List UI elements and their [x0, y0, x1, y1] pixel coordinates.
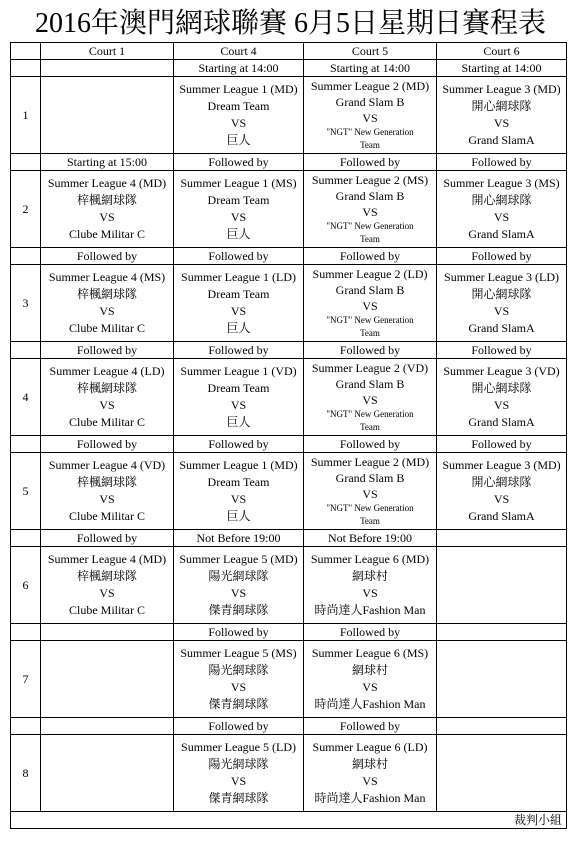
- match-info: [437, 735, 566, 811]
- match-info: [437, 453, 566, 529]
- team-name: Grand SlamA: [468, 509, 535, 523]
- match-cell: [174, 735, 304, 812]
- league-label: Summer League 3 (VD): [443, 364, 560, 378]
- versus-label: VS: [493, 116, 510, 130]
- match-cell: [304, 641, 437, 718]
- versus-label: VS: [362, 586, 378, 600]
- team-name: Dream Team: [207, 287, 270, 301]
- match-info: [304, 171, 436, 247]
- sequence-cell: Followed by: [437, 342, 567, 359]
- sequence-cell: Followed by: [174, 718, 304, 735]
- match-cell: [437, 77, 567, 154]
- league-label: Summer League 5 (LD): [181, 740, 296, 754]
- versus-label: VS: [362, 205, 378, 219]
- match-row: [11, 547, 567, 624]
- team-name: 梓楓網球隊: [76, 569, 137, 583]
- team-name: 時尚達人Fashion Man: [314, 603, 426, 617]
- sequence-cell: [437, 624, 567, 641]
- team-name: 巨人: [226, 133, 251, 147]
- match-info: [304, 359, 436, 435]
- match-info: [304, 641, 436, 717]
- match-number: 3: [11, 265, 41, 342]
- league-label: Summer League 6 (MS): [311, 646, 429, 660]
- match-info: [174, 453, 303, 529]
- team-name: 傑青網球隊: [208, 791, 269, 805]
- sequence-cell: Followed by: [304, 718, 437, 735]
- court-header: Court 5: [304, 43, 437, 60]
- match-cell: [437, 641, 567, 718]
- match-info: [437, 547, 566, 623]
- sequence-cell: Followed by: [41, 342, 174, 359]
- match-info: [304, 547, 436, 623]
- match-number: 1: [11, 77, 41, 154]
- corner-cell: [11, 43, 41, 60]
- team-name: Grand Slam B: [335, 283, 405, 297]
- league-label: Summer League 3 (MD): [442, 458, 561, 472]
- match-row: [11, 77, 567, 154]
- sequence-cell: [437, 530, 567, 547]
- sequence-row: [11, 248, 567, 265]
- sequence-cell: [41, 718, 174, 735]
- sequence-cell: [437, 718, 567, 735]
- match-info: [174, 735, 303, 811]
- match-info: [174, 265, 303, 341]
- league-label: Summer League 2 (MD): [310, 79, 430, 93]
- league-label: Summer League 2 (MS): [311, 173, 429, 187]
- match-info: [437, 265, 566, 341]
- league-label: Summer League 1 (MD): [179, 82, 298, 96]
- league-label: Summer League 6 (MD): [310, 552, 430, 566]
- versus-label: VS: [493, 398, 510, 412]
- team-name: 傑青網球隊: [208, 697, 269, 711]
- team-name: Dream Team: [207, 475, 270, 489]
- match-cell: [304, 77, 437, 154]
- match-row: [11, 359, 567, 436]
- match-info: [174, 77, 303, 153]
- match-info: [304, 453, 436, 529]
- match-cell: [41, 359, 174, 436]
- league-label: Summer League 3 (MD): [442, 82, 561, 96]
- team-name: Grand SlamA: [468, 133, 535, 147]
- team-name: 時尚達人Fashion Man: [314, 697, 426, 711]
- versus-label: VS: [99, 492, 115, 506]
- sequence-cell: Followed by: [437, 154, 567, 171]
- match-info: [174, 641, 303, 717]
- match-cell: [174, 641, 304, 718]
- sequence-row: [11, 342, 567, 359]
- match-info: [304, 77, 436, 153]
- match-cell: [304, 735, 437, 812]
- match-cell: [174, 171, 304, 248]
- team-name: 開心網球隊: [471, 287, 532, 301]
- match-info: [41, 547, 173, 623]
- match-info: [174, 171, 303, 247]
- team-name: 巨人: [226, 321, 251, 335]
- start-time-cell: Starting at 14:00: [174, 60, 304, 77]
- team-name: 梓楓網球隊: [76, 287, 137, 301]
- match-cell: [437, 453, 567, 530]
- league-label: Summer League 4 (LD): [49, 364, 165, 378]
- team-name: Team: [360, 328, 380, 338]
- sequence-cell: Not Before 19:00: [174, 530, 304, 547]
- match-cell: [174, 453, 304, 530]
- corner-cell: [11, 436, 41, 453]
- versus-label: VS: [99, 304, 115, 318]
- league-label: Summer League 5 (MS): [180, 646, 297, 660]
- match-cell: [437, 265, 567, 342]
- team-name: 巨人: [226, 227, 251, 241]
- versus-label: VS: [99, 398, 115, 412]
- sequence-cell: Followed by: [174, 436, 304, 453]
- match-cell: [304, 453, 437, 530]
- match-info: [41, 77, 173, 153]
- league-label: Summer League 3 (LD): [444, 270, 559, 284]
- match-row: [11, 735, 567, 812]
- versus-label: VS: [230, 774, 247, 788]
- corner-cell: [11, 154, 41, 171]
- match-cell: [174, 265, 304, 342]
- match-row: [11, 265, 567, 342]
- sequence-cell: Followed by: [174, 248, 304, 265]
- league-label: Summer League 4 (MD): [47, 176, 167, 190]
- versus-label: VS: [99, 210, 115, 224]
- match-cell: [41, 453, 174, 530]
- match-info: [437, 171, 566, 247]
- team-name: "NGT" New Generation: [326, 221, 414, 231]
- team-name: 陽光網球隊: [208, 663, 269, 677]
- corner-cell: [11, 624, 41, 641]
- match-info: [304, 735, 436, 811]
- versus-label: VS: [230, 116, 247, 130]
- match-row: [11, 641, 567, 718]
- corner-cell: [11, 530, 41, 547]
- match-cell: [41, 735, 174, 812]
- team-name: 網球村: [351, 757, 388, 771]
- versus-label: VS: [493, 492, 510, 506]
- league-label: Summer League 6 (LD): [312, 740, 428, 754]
- versus-label: VS: [362, 393, 378, 407]
- sequence-cell: Followed by: [304, 342, 437, 359]
- team-name: Team: [360, 234, 380, 244]
- match-row: [11, 453, 567, 530]
- team-name: Grand Slam B: [335, 189, 405, 203]
- league-label: Summer League 2 (VD): [311, 361, 429, 375]
- match-info: [437, 77, 566, 153]
- match-cell: [304, 359, 437, 436]
- match-info: [174, 547, 303, 623]
- team-name: Grand Slam B: [335, 471, 405, 485]
- team-name: Grand SlamA: [468, 321, 535, 335]
- sequence-row: [11, 530, 567, 547]
- team-name: Grand Slam B: [335, 377, 405, 391]
- team-name: Team: [360, 516, 380, 526]
- sequence-cell: Followed by: [304, 436, 437, 453]
- start-time-cell: Starting at 14:00: [437, 60, 567, 77]
- match-info: [41, 359, 173, 435]
- versus-label: VS: [230, 304, 247, 318]
- versus-label: VS: [99, 586, 115, 600]
- versus-label: VS: [493, 210, 510, 224]
- match-info: [437, 641, 566, 717]
- league-label: Summer League 1 (VD): [180, 364, 297, 378]
- schedule-body: [11, 43, 567, 829]
- match-cell: [41, 265, 174, 342]
- team-name: Team: [360, 140, 380, 150]
- versus-label: VS: [230, 210, 247, 224]
- versus-label: VS: [362, 774, 378, 788]
- team-name: "NGT" New Generation: [326, 503, 414, 513]
- team-name: 陽光網球隊: [208, 569, 269, 583]
- versus-label: VS: [230, 492, 247, 506]
- sequence-row: [11, 624, 567, 641]
- versus-label: VS: [493, 304, 510, 318]
- sequence-cell: Followed by: [41, 436, 174, 453]
- team-name: 巨人: [226, 415, 251, 429]
- team-name: Grand SlamA: [468, 415, 535, 429]
- team-name: 網球村: [351, 569, 388, 583]
- sequence-cell: Followed by: [304, 624, 437, 641]
- league-label: Summer League 1 (MD): [179, 458, 298, 472]
- court-header: Court 4: [174, 43, 304, 60]
- match-cell: [304, 547, 437, 624]
- team-name: Clube Militar C: [69, 321, 145, 335]
- team-name: Clube Militar C: [69, 509, 145, 523]
- team-name: 網球村: [351, 663, 388, 677]
- match-cell: [174, 359, 304, 436]
- sequence-cell: Starting at 15:00: [41, 154, 174, 171]
- team-name: 梓楓網球隊: [76, 381, 137, 395]
- start-time-row: [11, 60, 567, 77]
- corner-cell: [11, 718, 41, 735]
- team-name: 時尚達人Fashion Man: [314, 791, 426, 805]
- match-number: 4: [11, 359, 41, 436]
- team-name: 巨人: [226, 509, 251, 523]
- team-name: Dream Team: [207, 99, 270, 113]
- league-label: Summer League 3 (MS): [443, 176, 560, 190]
- page-title: 2016年澳門網球聯賽 6月5日星期日賽程表: [34, 8, 546, 39]
- league-label: Summer League 4 (MS): [48, 270, 166, 284]
- court-header: Court 6: [437, 43, 567, 60]
- match-cell: [41, 171, 174, 248]
- team-name: 梓楓網球隊: [76, 475, 137, 489]
- match-info: [41, 171, 173, 247]
- match-cell: [41, 77, 174, 154]
- start-time-cell: Starting at 14:00: [304, 60, 437, 77]
- team-name: 開心網球隊: [471, 193, 532, 207]
- match-info: [304, 265, 436, 341]
- sequence-cell: Followed by: [41, 248, 174, 265]
- match-cell: [41, 547, 174, 624]
- sequence-cell: Followed by: [437, 248, 567, 265]
- match-number: 2: [11, 171, 41, 248]
- league-label: Summer League 4 (MD): [47, 552, 167, 566]
- sequence-row: [11, 154, 567, 171]
- versus-label: VS: [230, 680, 247, 694]
- match-cell: [304, 265, 437, 342]
- sequence-cell: Followed by: [174, 154, 304, 171]
- corner-cell: [11, 342, 41, 359]
- league-label: Summer League 5 (MD): [179, 552, 298, 566]
- court-header: Court 1: [41, 43, 174, 60]
- footer-row: [11, 812, 567, 829]
- team-name: Team: [360, 422, 380, 432]
- corner-cell: [11, 60, 41, 77]
- team-name: Clube Militar C: [69, 415, 145, 429]
- sequence-row: [11, 718, 567, 735]
- schedule-table: [10, 42, 567, 829]
- match-info: [41, 735, 173, 811]
- team-name: "NGT" New Generation: [326, 409, 414, 419]
- league-label: Summer League 2 (LD): [312, 267, 428, 281]
- sequence-cell: Followed by: [304, 248, 437, 265]
- team-name: 開心網球隊: [471, 475, 532, 489]
- start-time-cell: [41, 60, 174, 77]
- team-name: 傑青網球隊: [208, 603, 269, 617]
- sequence-cell: Followed by: [437, 436, 567, 453]
- versus-label: VS: [362, 299, 378, 313]
- match-info: [41, 453, 173, 529]
- match-number: 5: [11, 453, 41, 530]
- team-name: Clube Militar C: [69, 227, 145, 241]
- versus-label: VS: [362, 111, 378, 125]
- match-number: 7: [11, 641, 41, 718]
- league-label: Summer League 2 (MD): [310, 455, 430, 469]
- team-name: Grand SlamA: [468, 227, 535, 241]
- match-cell: [174, 77, 304, 154]
- sequence-cell: Not Before 19:00: [304, 530, 437, 547]
- versus-label: VS: [230, 586, 247, 600]
- versus-label: VS: [362, 487, 378, 501]
- match-cell: [304, 171, 437, 248]
- league-label: Summer League 4 (VD): [48, 458, 166, 472]
- referee-committee-label: 裁判小組: [11, 812, 567, 829]
- match-cell: [437, 735, 567, 812]
- match-cell: [437, 547, 567, 624]
- sequence-cell: Followed by: [41, 530, 174, 547]
- team-name: 陽光網球隊: [208, 757, 269, 771]
- match-info: [41, 265, 173, 341]
- match-cell: [437, 359, 567, 436]
- match-info: [437, 359, 566, 435]
- match-info: [41, 641, 173, 717]
- match-number: 8: [11, 735, 41, 812]
- league-label: Summer League 1 (MS): [180, 176, 297, 190]
- team-name: Clube Militar C: [69, 603, 145, 617]
- corner-cell: [11, 248, 41, 265]
- match-row: [11, 171, 567, 248]
- team-name: 開心網球隊: [471, 99, 532, 113]
- team-name: 開心網球隊: [471, 381, 532, 395]
- team-name: Dream Team: [207, 381, 270, 395]
- sequence-row: [11, 436, 567, 453]
- sequence-cell: Followed by: [304, 154, 437, 171]
- versus-label: VS: [362, 680, 378, 694]
- team-name: Grand Slam B: [335, 95, 405, 109]
- versus-label: VS: [230, 398, 247, 412]
- sequence-cell: [41, 624, 174, 641]
- league-label: Summer League 1 (LD): [181, 270, 296, 284]
- match-number: 6: [11, 547, 41, 624]
- match-cell: [437, 171, 567, 248]
- court-header-row: [11, 43, 567, 60]
- team-name: 梓楓網球隊: [76, 193, 137, 207]
- match-info: [174, 359, 303, 435]
- team-name: "NGT" New Generation: [326, 315, 414, 325]
- match-cell: [174, 547, 304, 624]
- match-cell: [41, 641, 174, 718]
- sequence-cell: Followed by: [174, 342, 304, 359]
- team-name: Dream Team: [207, 193, 270, 207]
- team-name: "NGT" New Generation: [326, 127, 414, 137]
- sequence-cell: Followed by: [174, 624, 304, 641]
